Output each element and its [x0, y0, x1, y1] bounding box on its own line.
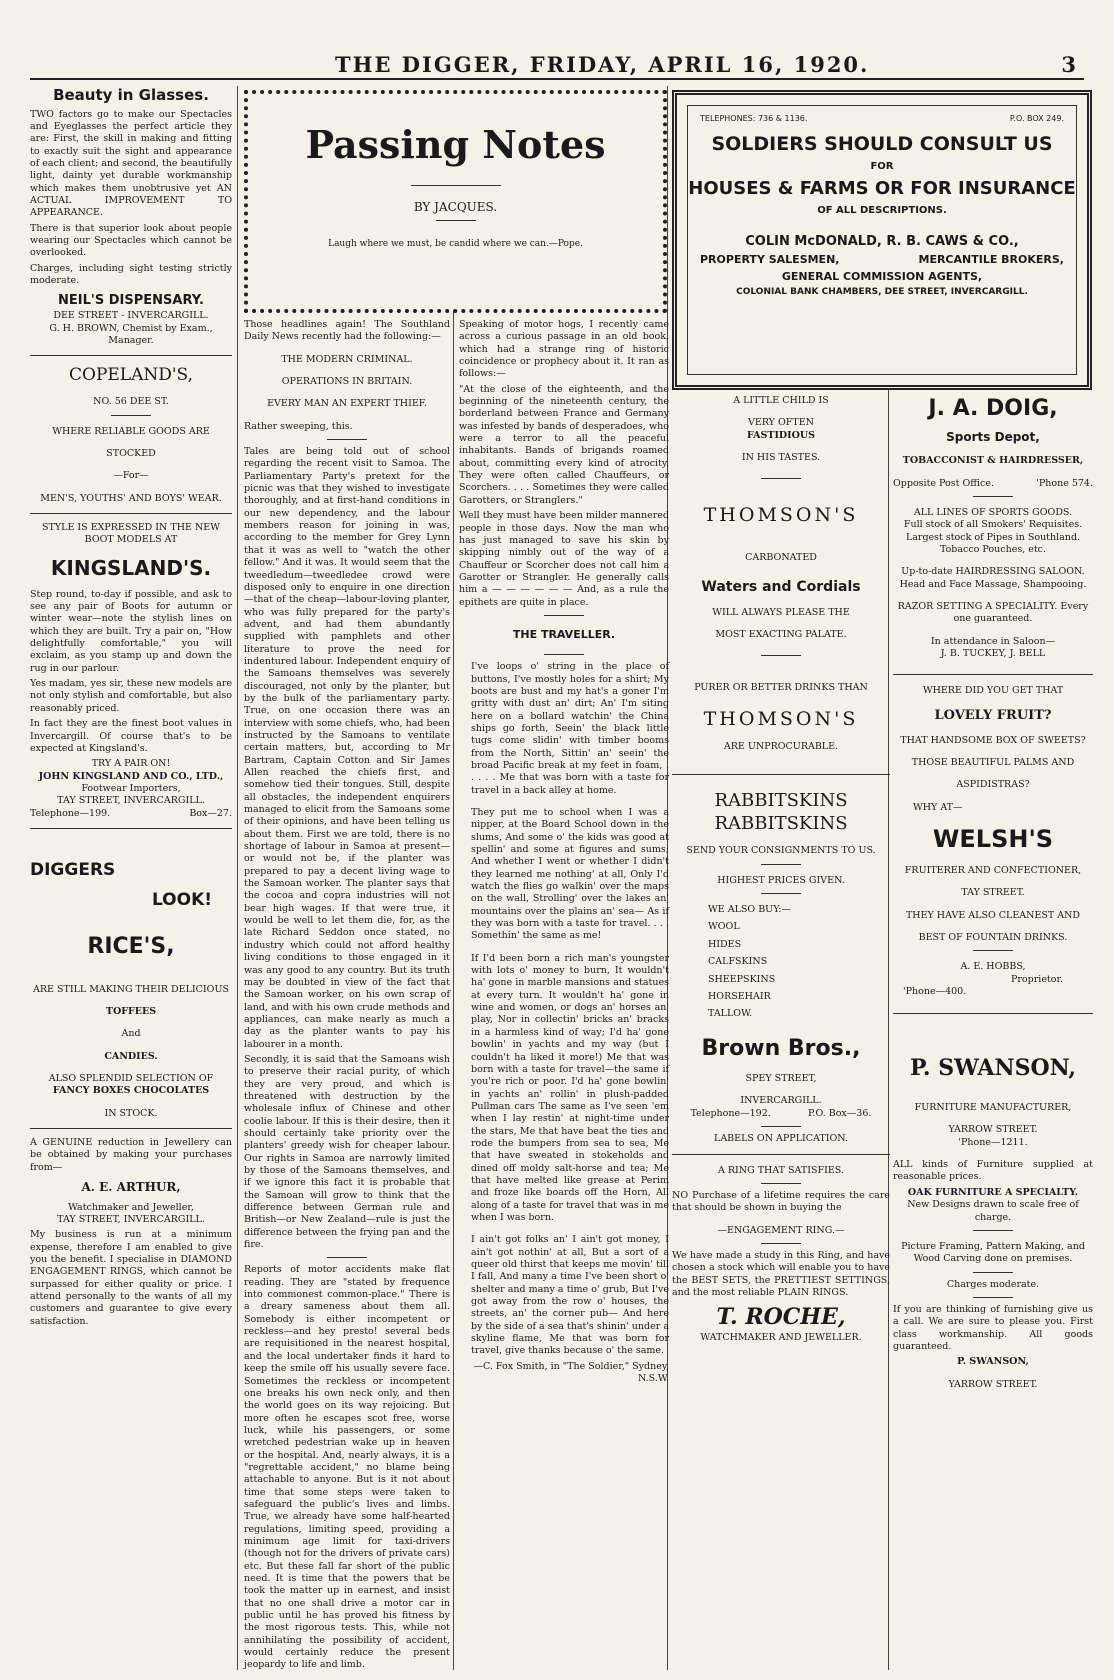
- rabbit-item: HIDES: [708, 938, 742, 950]
- rice-line6: FANCY BOXES CHOCOLATES: [52, 1085, 210, 1097]
- column-4: [672, 395, 890, 1344]
- brown-bros-labels: LABELS ON APPLICATION.: [714, 1133, 848, 1145]
- swanson-trade: FURNITURE MANUFACTURER,: [914, 1102, 1072, 1114]
- soldiers-salesmen: PROPERTY SALESMEN,: [700, 253, 840, 266]
- swanson-signature: P. SWANSON,: [957, 1356, 1029, 1368]
- rabbit-also-buy: WE ALSO BUY:—: [708, 904, 791, 916]
- pn-p2: Rather sweeping, this.: [244, 420, 353, 432]
- masthead: [30, 52, 1084, 80]
- rice-line7: IN STOCK.: [104, 1107, 158, 1119]
- thomson-line7: PURER OR BETTER DRINKS THAN: [694, 682, 868, 694]
- pn-headline-3: EVERY MAN AN EXPERT THIEF.: [267, 398, 427, 410]
- thomson-line2: VERY OFTEN: [748, 417, 814, 429]
- column-divider: [453, 310, 454, 1670]
- neils-dispensary: NEIL'S DISPENSARY.: [58, 293, 204, 309]
- rabbit-item: SHEEPSKINS: [708, 973, 776, 985]
- swanson-phone: 'Phone—1211.: [958, 1136, 1028, 1148]
- soldiers-agents: GENERAL COMMISSION AGENTS,: [781, 270, 983, 283]
- page-number: 3: [1061, 52, 1076, 77]
- welsh-line1: WHERE DID YOU GET THAT: [922, 685, 1064, 697]
- soldiers-descriptions: OF ALL DESCRIPTIONS.: [817, 205, 947, 216]
- doig-line2: Full stock of all Smokers' Requisites. Largest stock of Pipes in Southland. Tobacco Pouches, etc.: [903, 519, 1083, 555]
- soldiers-po-box: P.O. BOX 249.: [1009, 114, 1064, 123]
- pn-headline-2: OPERATIONS IN BRITAIN.: [281, 376, 413, 388]
- thomson-name-2: THOMSON'S: [703, 707, 859, 730]
- rice-line2: TOFFEES: [105, 1006, 157, 1018]
- rabbit-item: WOOL: [708, 921, 740, 933]
- arthur-body: My business is run at a minimum expense, therefore I am enabled to give you the benefit. I specialise in DIAMOND ENGAGEMENT RINGS, which cannot be surpassed for either quality or price. I attend personally to the wants of all my customers and guarantee to give every satisfaction.: [30, 1229, 232, 1327]
- beauty-p1: TWO factors go to make our Spectacles and Eyeglasses the perfect article they are: First, the skill in making and fitting to exactly suit the sight and appearance of each client; and second, the beautifully light, dainty yet durable workmanship which makes them unobtrusive yet AN ACTUAL IMPROVEMENT TO APPEARANCE.: [30, 108, 232, 219]
- arthur-intro: A GENUINE reduction in Jewellery can be obtained by making your purchases from—: [30, 1137, 232, 1173]
- welsh-line4: THOSE BEAUTIFUL PALMS AND: [911, 756, 1075, 768]
- beauty-heading: Beauty in Glasses.: [53, 86, 209, 104]
- soldiers-for: FOR: [870, 161, 894, 172]
- copeland-line1: WHERE RELIABLE GOODS ARE: [52, 425, 210, 437]
- roche-name: T. ROCHE,: [716, 1304, 846, 1331]
- doig-opposite: Opposite Post Office.: [893, 477, 995, 489]
- pn-p4: Secondly, it is said that the Samoans wish to preserve their racial purity, of which they are very proud, and which is threatened with destruction by the wholesale influx of Chinese and other coolie labour. If this is their desire, then it should certainly take priority over the planters' greedy wish for cheaper labour. Our rights in Samoa are narrowly limited by those of the Samoans themselves, and if we ignore this fact it is probable that the Samoan will grow to think that the difference between German rule and British—or New Zealand—rule is just the difference between the frying pan and the fire.: [244, 1053, 450, 1251]
- thomson-line4: IN HIS TASTES.: [741, 452, 821, 464]
- roche-engagement: —ENGAGEMENT RING.—: [717, 1224, 845, 1236]
- kingsland-name: KINGSLAND'S.: [50, 555, 212, 580]
- soldiers-houses: HOUSES & FARMS OR FOR INSURANCE: [688, 178, 1076, 199]
- swanson-line6: If you are thinking of furnishing give us a call. We are sure to please you. First class workmanship. All goods guaranteed.: [893, 1303, 1093, 1352]
- doig-line6: J. B. TUCKEY, J. BELL: [940, 647, 1046, 659]
- doig-name: J. A. DOIG,: [928, 396, 1058, 421]
- welsh-line5: ASPIDISTRAS?: [956, 779, 1030, 791]
- welsh-line10: BEST OF FOUNTAIN DRINKS.: [918, 932, 1068, 944]
- roche-p2: We have made a study in this Ring, and have chosen a stock which will enable you to have the BEST SETS, the PRETTIEST SETTINGS, and the most reliable PLAIN RINGS.: [672, 1249, 890, 1298]
- pn-headline-1: THE MODERN CRIMINAL.: [281, 353, 413, 365]
- roche-trade: WATCHMAKER AND JEWELLER.: [700, 1331, 862, 1343]
- soldiers-ad: [672, 90, 1092, 390]
- arthur-trade: Watchmaker and Jeweller,: [68, 1201, 194, 1213]
- roche-heading: A RING THAT SATISFIES.: [718, 1164, 844, 1176]
- soldiers-brokers: MERCANTILE BROKERS,: [918, 253, 1064, 266]
- pn-p5: Reports of motor accidents make flat reading. They are "stated by frequence into commonest common-place." There is a dreary sameness about them all. Somebody is either incompetent or reckless—and hey presto! several beds are requisitioned in the nearest hospital, and the local undertaker finds it hard to keep the smile off his usually severe face. Sometimes the reckless or incompetent one breaks his own neck only, and then the world goes on its way rejoicing. But more often he escapes scot free, worse luck, while his passengers, or some wretched pedestrian wake up in heaven or the hospital. And, nearly always, it is a "regrettable accident," no blame being attachable to anyone. But is it not about time that some steps were taken to safeguard the public's lives and limbs. True, we already have some half-hearted regulations, limiting speed, providing a minimum age limit for taxi-drivers (though not for the drivers of private cars) etc. But these fall far short of the public need. It is time that the powers that be took the matter up in earnest, and insist that no one shall drive a motor car in public until he has proved his fitness by the most rigorous tests. This, while not annihilating the possibility of accident, would certainly reduce the present jeopardy to life and limb.: [244, 1264, 450, 1671]
- newspaper-title: THE DIGGER, FRIDAY, APRIL 16, 1920.: [335, 52, 870, 77]
- soldiers-firm: COLIN McDONALD, R. B. CAWS & CO.,: [745, 234, 1019, 249]
- welsh-line7: FRUITERER AND CONFECTIONER,: [904, 865, 1082, 877]
- passing-notes-title: Passing Notes: [305, 122, 606, 167]
- welsh-proprietor: Proprietor.: [1011, 973, 1063, 985]
- column-3: [459, 316, 669, 1385]
- traveller-stanza-3: If I'd been born a rich man's youngster with lots o' money to burn, It wouldn't ha' gone in marble mansions and statues at every turn. It wouldn't ha' gone in wine and women, or dogs an' horses an' play, Nor in collectin' bricks an' bracks in a harmless kind of way; I'd ha' gone bowlin' in yachts and my way (but I couldn't ha liked it more!) Me that was born with a taste for travel—the same if you're rich or poor. I'd ha' gone bowlin' in yachts an' rollin' in plush-padded Pullman cars The same as I've seen 'em when I lay restin' at night-time under the stars, Me that have beat the ties and rode the bumpers from sea to sea, Me that have sweated in stokeholds and dined off moldy salt-horse and tea; Me that have melted like grease at Perim and froze like boards off the Horn, All along of a taste for travel that was in me when I was born.: [471, 952, 669, 1223]
- copeland-line2: STOCKED: [106, 448, 156, 460]
- soldiers-telephones: TELEPHONES: 736 & 1136.: [700, 114, 808, 123]
- rice-line1: ARE STILL MAKING THEIR DELICIOUS: [33, 983, 229, 995]
- kingsland-address: TAY STREET, INVERCARGILL.: [57, 795, 205, 807]
- thomson-name: THOMSON'S: [703, 504, 859, 527]
- doig-line3: Up-to-date HAIRDRESSING SALOON. Head and Face Massage, Shampooing.: [899, 566, 1087, 590]
- brown-bros-tel: Telephone—192.: [690, 1107, 771, 1119]
- swanson-line3: New Designs drawn to scale free of charge.: [907, 1199, 1079, 1223]
- traveller-credit: —C. Fox Smith, in "The Soldier," Sydney, N.S.W.: [473, 1360, 669, 1385]
- doig-phone: 'Phone 574.: [1036, 477, 1093, 489]
- rabbit-item: TALLOW.: [708, 1008, 753, 1020]
- swanson-line1: ALL kinds of Furniture supplied at reasonable prices.: [893, 1159, 1093, 1183]
- soldiers-address: COLONIAL BANK CHAMBERS, DEE STREET, INVERCARGILL.: [736, 287, 1028, 297]
- rice-line3: And: [121, 1028, 141, 1040]
- welsh-line8: TAY STREET.: [961, 887, 1025, 899]
- welsh-phone: 'Phone—400.: [903, 986, 967, 998]
- swanson-line4: Picture Framing, Pattern Making, and Wood Carving done on premises.: [901, 1240, 1085, 1265]
- rabbitskins-2: RABBITSKINS: [714, 813, 848, 835]
- rabbit-prices: HIGHEST PRICES GIVEN.: [717, 874, 845, 886]
- beauty-p2: There is that superior look about people wearing our Spectacles which cannot be overlooked.: [30, 222, 232, 259]
- kingsland-p1: Step round, to-day if possible, and ask to see any pair of Boots for autumn or winter wear—note the stylish lines on which they are built. Try a pair on, "How delightfully comfortable," you will exclaim, as you stamp up and down the rug in our parlour.: [30, 588, 232, 674]
- brown-bros-name: Brown Bros.,: [701, 1035, 861, 1061]
- pn-p8: Well they must have been milder mannered people in those days. Now the man who has just managed to save his skin by skipping nimbly out of the way of a Chauffeur or Scorcher does not call him a Garotter or Strangler. He generally calls him a — — — — — — And, as a rule the epithets are quite in place.: [459, 510, 669, 608]
- traveller-title: THE TRAVELLER.: [512, 627, 616, 641]
- kingsland-box: Box—27.: [189, 807, 232, 819]
- welsh-line2: LOVELY FRUIT?: [934, 707, 1052, 723]
- pn-p3: Tales are being told out of school regarding the recent visit to Samoa. The Parliamentary Party's pretext for the picnic was that they wished to investigate thoroughly, and at first-hand conditions in our new dependency, and the labour members reason for joining in was, according to the member for Grey Lynn that it was as well to "watch the other fellow." And it was. It would seem that the tweedledum—tweedledee crowd were disposed only to enquire in one direction—that of the cheap—labour-loving planter, who was fully prepared for the party's advent, and had them abundantly supplied with pamphlets and other literature to prove the need for indentured labour. Independent enquiry of the Samoans themselves was severely discouraged, not only by the planter, but by the bulk of the parliamentary party. True, on one occasion there was an interview with some chiefs, who, had been instructed by the Samoans to ventilate certain matters, but, according to Mr Bartram, Captain Cotton and Sir James Allen reached the chiefs first, and somehow tied their tongues. Still, despite all obstacles, the independent enquirers managed to elicit from the Samoans some of their opinions, and have been telling us about them. First we are told, there is no shortage of labour in Samoa at present—or would not be, if the planter was prepared to pay a decent living wage to the Samoan worker. The planter says that the cocoa and copra industries will not bear high wages. If that were true, it would be well to let them die, for, as the late Richard Seddon once stated, no industry which could not afford healthy living conditions to those engaged in it was any good to any country. But its truth may be doubted in view of the fact that the Samoan worker, on his own scrap of land, and with his own crude methods and appliances, can make nearly as much a day as the planter wants to pay his labourer in a month.: [244, 446, 450, 1050]
- welsh-line3: THAT HANDSOME BOX OF SWEETS?: [900, 734, 1086, 746]
- kingsland-p3: In fact they are the finest boot values in Invercargill. Of course that's to be expected at Kingsland's.: [30, 718, 232, 754]
- thomson-waters: Waters and Cordials: [701, 579, 861, 596]
- welsh-owner: A. E. HOBBS,: [960, 961, 1026, 973]
- traveller-stanza-1: I've loops o' string in the place of buttons, I've mostly holes for a shirt; My boots are bust and my hat's a goner I'm gritty with dust an' dirt; An' I'm siting here on a bollard watchin' the China ships go forth, Seein' the black little tugs come slidin' with timber booms from the North, Sittin' an' seein' the broad Pacific break at my feet in foam, . . . . . Me that was born with a taste for travel in a back alley at home.: [471, 661, 669, 796]
- arthur-name: A. E. ARTHUR,: [81, 1180, 181, 1195]
- thomson-line5: WILL ALWAYS PLEASE THE: [712, 606, 850, 618]
- rice-name: RICE'S,: [87, 934, 175, 960]
- passing-notes-motto: Laugh where we must, be candid where we can.—Pope.: [328, 239, 583, 249]
- kingsland-tel: Telephone—199.: [30, 807, 111, 819]
- brown-bros-street: SPEY STREET,: [745, 1073, 817, 1085]
- swanson-street-2: YARROW STREET.: [948, 1378, 1038, 1390]
- rabbit-item: CALFSKINS: [708, 956, 768, 968]
- rabbit-item: HORSEHAIR: [708, 990, 771, 1002]
- thomson-line1: A LITTLE CHILD IS: [733, 395, 829, 406]
- kingsland-try: TRY A PAIR ON!: [91, 758, 171, 770]
- pn-p6: Speaking of motor hogs, I recently came across a curious passage in an old book, which had a strange ring of historic coincidence or prophecy about it. It ran as follows:—: [459, 319, 669, 380]
- brown-bros-town: INVERCARGILL.: [740, 1095, 822, 1107]
- pn-p7: "At the close of the eighteenth, and the beginning of the nineteenth century, the borderland between France and Germany was infested by bands of desperadoes, who were a terror to all the peaceful inhabitants. Bands of brigands roamed about, committing every kind of atrocity. They were often called Chauffeurs, or Scorchers. . . . Sometimes they were called Garotters, or Stranglers.": [459, 383, 669, 506]
- swanson-street: YARROW STREET.: [948, 1124, 1038, 1136]
- doig-trade: TOBACCONIST & HAIRDRESSER,: [902, 455, 1084, 467]
- brown-bros-box: P.O. Box—36.: [807, 1107, 872, 1119]
- neils-address: DEE STREET - INVERCARGILL.: [53, 310, 209, 322]
- kingsland-p2: Yes madam, yes sir, these new models are not only stylish and comfortable, but also reasonably priced.: [30, 678, 232, 714]
- column-divider: [237, 86, 238, 1670]
- look-heading: LOOK!: [151, 890, 212, 911]
- swanson-line2: OAK FURNITURE A SPECIALTY.: [907, 1186, 1079, 1198]
- welsh-name: WELSH'S: [932, 824, 1054, 853]
- swanson-name: P. SWANSON,: [910, 1054, 1076, 1081]
- thomson-carbonated: CARBONATED: [745, 552, 817, 564]
- thomson-line3: FASTIDIOUS: [746, 429, 816, 441]
- arthur-address: TAY STREET, INVERCARGILL.: [57, 1214, 205, 1226]
- copeland-line4: MEN'S, YOUTHS' AND BOYS' WEAR.: [40, 492, 222, 504]
- kingsland-trade: Footwear Importers,: [81, 782, 181, 794]
- doig-line1: ALL LINES OF SPORTS GOODS.: [913, 506, 1073, 518]
- diggers-heading: DIGGERS: [30, 859, 116, 880]
- welsh-line9: THEY HAVE ALSO CLEANEST AND: [905, 909, 1081, 921]
- thomson-line8: ARE UNPROCURABLE.: [723, 741, 839, 753]
- roche-p1: NO Purchase of a lifetime requires the care that should be shown in buying the: [672, 1189, 890, 1214]
- copeland-line3: —For—: [113, 470, 149, 482]
- neils-manager: G. H. BROWN, Chemist by Exam., Manager.: [49, 322, 213, 346]
- traveller-stanza-2: They put me to school when I was a nipper, at the Board School down in the slums, And some o' the kids was good at spellin' and some at figures and sums; And whether I went or whether I didn't they learned me nothing' at all, Only I'd watch the flies go walkin' over the maps on the wall, Strolling' over the lakes an' mountains over the plains an' sea— As if they was born with a taste for travel. . . . Somethin' the same as me!: [471, 806, 669, 942]
- kingsland-intro: STYLE IS EXPRESSED IN THE NEW BOOT MODELS AT: [42, 522, 220, 546]
- passing-notes-byline: BY JACQUES.: [413, 200, 498, 214]
- doig-line4: RAZOR SETTING A SPECIALITY. Every one guaranteed.: [897, 600, 1089, 625]
- rabbit-send: SEND YOUR CONSIGNMENTS TO US.: [686, 845, 876, 857]
- rice-line5: ALSO SPLENDID SELECTION OF: [48, 1073, 214, 1085]
- kingsland-firm: JOHN KINGSLAND AND CO., LTD.,: [38, 770, 224, 782]
- swanson-line5: Charges moderate.: [946, 1278, 1040, 1290]
- doig-sub: Sports Depot,: [946, 429, 1040, 444]
- column-1: [30, 86, 232, 1331]
- copeland-name: COPELAND'S,: [69, 365, 193, 386]
- column-5: [893, 395, 1093, 1391]
- welsh-line6: WHY AT—: [913, 801, 963, 813]
- doig-line5: In attendance in Saloon—: [930, 635, 1056, 647]
- passing-notes-box: [244, 90, 667, 313]
- soldiers-headline: SOLDIERS SHOULD CONSULT US: [711, 133, 1053, 155]
- beauty-p3: Charges, including sight testing strictly moderate.: [30, 262, 232, 286]
- copeland-address: NO. 56 DEE ST.: [93, 396, 169, 408]
- traveller-stanza-4: I ain't got folks an' I ain't got money, I ain't got nothin' at all, But a sort of a queer old thirst that keeps me movin' till I fall, And many a time I've been short o' shelter and many a time o' grub, But I've got away from the row o' houses, the streets, an' the corner pub— And here by the side of a sea that's shinin' under a skyline flame, Me that was born for travel, give thanks because o' the same.: [471, 1234, 669, 1357]
- rabbitskins-1: RABBITSKINS: [714, 789, 848, 811]
- thomson-line6: MOST EXACTING PALATE.: [715, 628, 847, 640]
- pn-p1: Those headlines again! The Southland Daily News recently had the following:—: [244, 319, 450, 343]
- column-2: [244, 316, 450, 1675]
- rice-line4: CANDIES.: [104, 1050, 158, 1062]
